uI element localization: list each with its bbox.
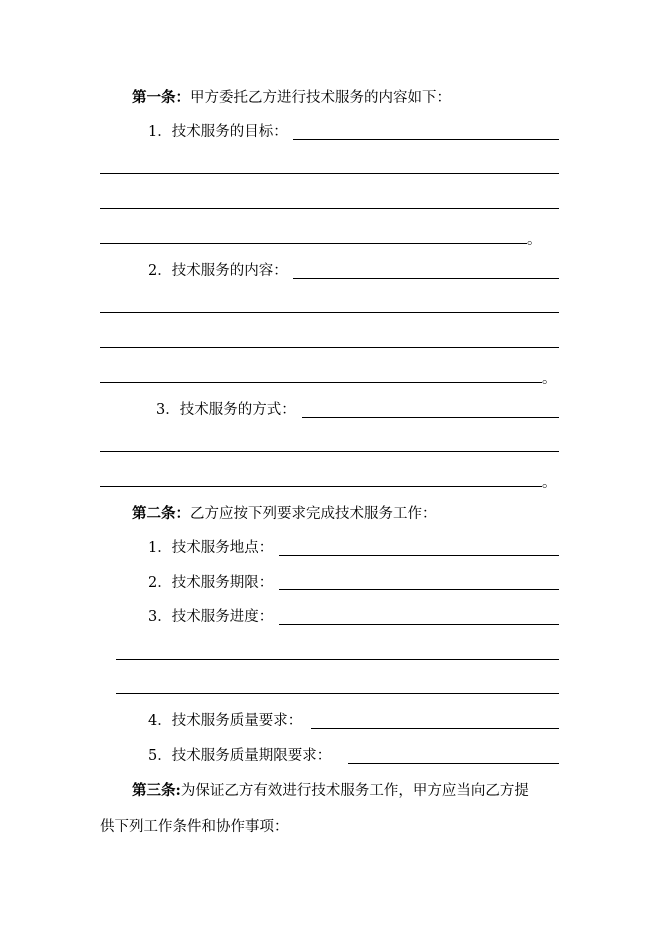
fill-in-line[interactable]	[116, 693, 559, 694]
fill-in-line[interactable]	[100, 347, 559, 348]
article-1-label: 第一条：	[132, 89, 190, 106]
article-2-item-4	[148, 711, 302, 731]
fill-in-line[interactable]	[302, 417, 559, 418]
item-label: 技术服务质量要求：	[171, 713, 303, 729]
article-3-label: 第三条:	[132, 782, 181, 799]
article-2-heading	[132, 504, 437, 524]
fill-in-line[interactable]	[279, 624, 559, 625]
item-label: 技术服务的内容：	[171, 263, 288, 279]
item-number: 2．	[148, 263, 172, 279]
article-2-item-1	[148, 538, 273, 558]
fill-in-line[interactable]	[100, 243, 527, 244]
item-number: 1．	[148, 540, 172, 556]
fill-in-line[interactable]	[348, 763, 559, 764]
fill-in-line[interactable]	[100, 312, 559, 313]
article-3-text-line-2: 供下列工作条件和协作事项：	[100, 819, 289, 835]
fill-in-line[interactable]	[279, 589, 559, 590]
article-1-item-3	[156, 400, 296, 420]
item-label: 技术服务期限：	[171, 575, 274, 591]
fill-in-line[interactable]	[116, 659, 559, 660]
item-label: 技术服务进度：	[171, 609, 274, 625]
item-number: 3．	[148, 609, 172, 625]
end-mark: 。	[542, 371, 557, 387]
item-number: 1．	[148, 124, 172, 140]
item-number: 4．	[148, 713, 172, 729]
fill-in-line[interactable]	[100, 486, 542, 487]
item-label: 技术服务的方式：	[179, 402, 296, 418]
article-1-item-1	[148, 122, 288, 142]
end-mark: 。	[542, 475, 557, 491]
item-label: 技术服务地点：	[171, 540, 274, 556]
article-2-item-2	[148, 573, 273, 593]
item-number: 2．	[148, 575, 172, 591]
item-number: 5．	[148, 748, 172, 764]
article-1-text: 甲方委托乙方进行技术服务的内容如下：	[190, 90, 451, 106]
fill-in-line[interactable]	[293, 278, 559, 279]
article-1-heading	[132, 88, 451, 108]
article-3-text-line-1: 为保证乙方有效进行技术服务工作，甲方应当向乙方提	[180, 783, 529, 799]
fill-in-line[interactable]	[100, 208, 559, 209]
article-1-item-2	[148, 261, 288, 281]
item-number: 3．	[156, 402, 180, 418]
fill-in-line[interactable]	[293, 139, 559, 140]
item-label: 技术服务质量期限要求：	[171, 748, 332, 764]
article-2-text: 乙方应按下列要求完成技术服务工作：	[190, 506, 437, 522]
fill-in-line[interactable]	[100, 451, 559, 452]
fill-in-line[interactable]	[100, 173, 559, 174]
fill-in-line[interactable]	[279, 555, 559, 556]
fill-in-line[interactable]	[100, 382, 542, 383]
article-2-item-3	[148, 607, 273, 627]
item-label: 技术服务的目标：	[171, 124, 288, 140]
fill-in-line[interactable]	[311, 728, 559, 729]
article-3-heading	[132, 781, 529, 801]
article-2-item-5	[148, 746, 331, 766]
end-mark: 。	[527, 232, 542, 248]
article-2-label: 第二条：	[132, 505, 190, 522]
